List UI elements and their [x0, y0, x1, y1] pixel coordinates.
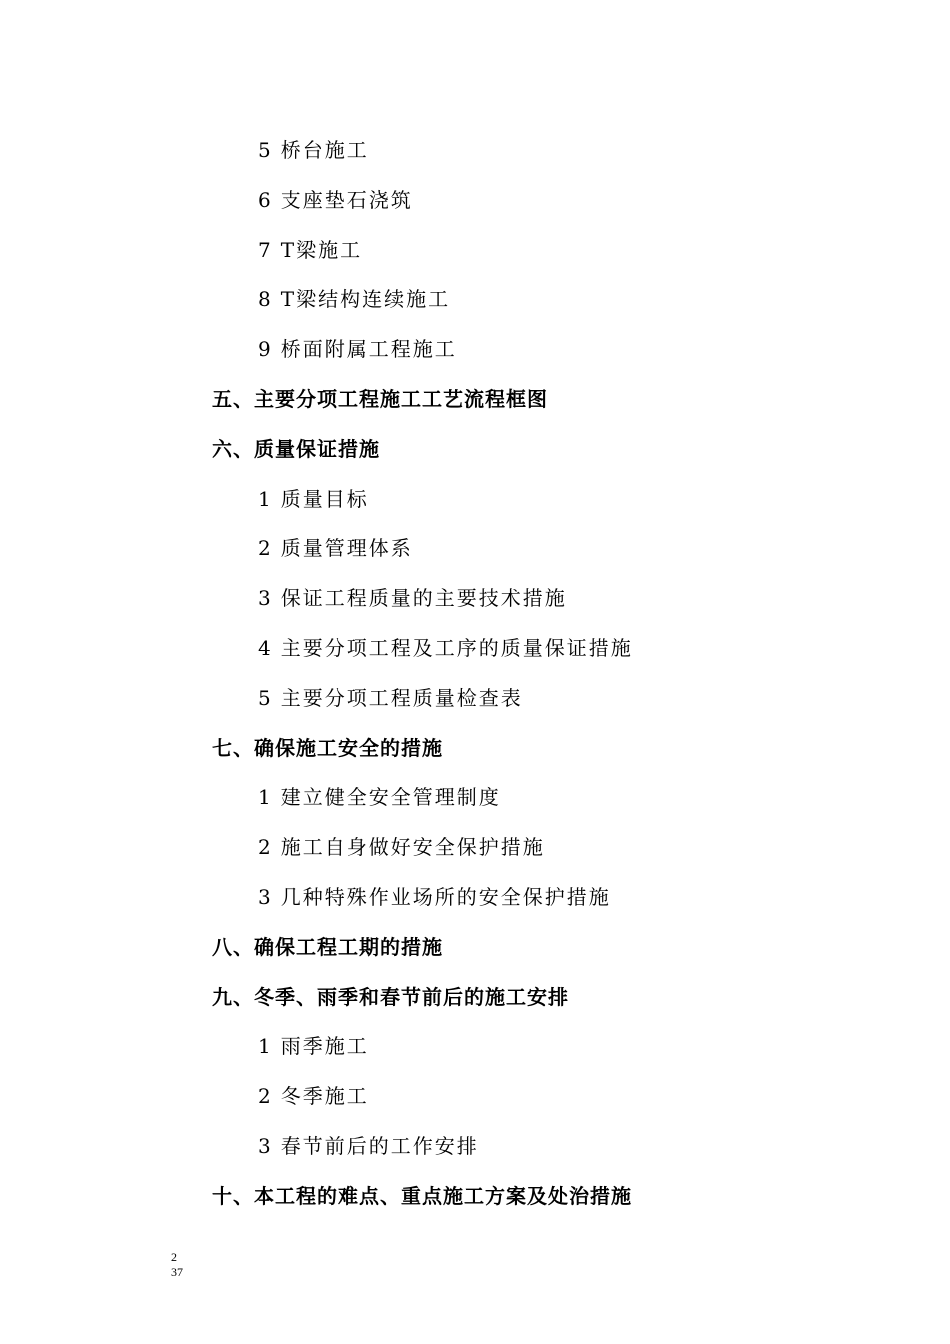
toc-item-number: 5 [258, 138, 273, 162]
toc-item-label: 施工自身做好安全保护措施 [280, 835, 545, 860]
table-of-contents [0, 128, 950, 1224]
toc-section-heading [0, 377, 950, 427]
toc-section-heading [0, 427, 950, 477]
toc-item-label: 桥面附属工程施工 [280, 337, 457, 362]
toc-item [0, 1124, 950, 1174]
toc-item [0, 1074, 950, 1124]
toc-item [0, 825, 950, 875]
toc-section-heading [0, 1174, 950, 1224]
toc-item [0, 178, 950, 228]
toc-item-number: 3 [258, 1133, 273, 1158]
toc-item-label: T梁施工 [280, 237, 363, 262]
toc-item-label: 几种特殊作业场所的安全保护措施 [280, 884, 611, 909]
toc-item-label: 桥台施工 [280, 138, 369, 162]
toc-item [0, 775, 950, 825]
toc-item-number: 8 [258, 287, 273, 312]
toc-item [0, 626, 950, 676]
toc-item-number: 1 [258, 1034, 273, 1059]
toc-item-label: 冬季施工 [280, 1084, 369, 1109]
toc-section-label: 十、本工程的难点、重点施工方案及处治措施 [212, 1183, 632, 1208]
page-total: 37 [171, 1265, 183, 1279]
toc-section-label: 九、冬季、雨季和春节前后的施工安排 [212, 984, 569, 1009]
toc-item-number: 7 [258, 237, 273, 262]
page-number: 2 [171, 1250, 177, 1264]
toc-item-number: 5 [258, 685, 273, 710]
toc-item [0, 875, 950, 925]
toc-section-heading [0, 975, 950, 1025]
toc-item-number: 1 [258, 785, 273, 810]
toc-section-heading [0, 726, 950, 776]
toc-item-number: 2 [258, 536, 273, 561]
toc-section-label: 八、确保工程工期的措施 [212, 934, 443, 959]
toc-item [0, 576, 950, 626]
toc-section-label: 六、质量保证措施 [212, 436, 380, 461]
toc-item-label: 支座垫石浇筑 [280, 187, 413, 212]
toc-item-label: 雨季施工 [280, 1034, 369, 1059]
toc-section-heading [0, 925, 950, 975]
toc-item [0, 228, 950, 278]
toc-item [0, 128, 950, 178]
toc-item-label: 主要分项工程及工序的质量保证措施 [280, 635, 633, 660]
toc-item [0, 1024, 950, 1074]
toc-item-number: 3 [258, 586, 273, 611]
toc-item-label: 质量目标 [280, 486, 369, 511]
toc-item-label: 保证工程质量的主要技术措施 [280, 586, 567, 611]
toc-item-label: 主要分项工程质量检查表 [280, 685, 523, 710]
toc-item [0, 477, 950, 527]
toc-item-label: T梁结构连续施工 [280, 287, 451, 312]
toc-item [0, 277, 950, 327]
toc-item-number: 2 [258, 1084, 273, 1109]
toc-item-number: 4 [258, 635, 273, 660]
toc-item-number: 3 [258, 884, 273, 909]
toc-item-label: 建立健全安全管理制度 [280, 785, 501, 810]
toc-item [0, 676, 950, 726]
toc-item-label: 质量管理体系 [280, 536, 413, 561]
toc-section-label: 七、确保施工安全的措施 [212, 735, 443, 760]
toc-item-label: 春节前后的工作安排 [280, 1133, 479, 1158]
toc-item-number: 9 [258, 337, 273, 362]
toc-item-number: 2 [258, 835, 273, 860]
page-number-footer [171, 1250, 183, 1280]
toc-item [0, 327, 950, 377]
toc-item [0, 526, 950, 576]
toc-section-label: 五、主要分项工程施工工艺流程框图 [212, 386, 548, 411]
toc-item-number: 1 [258, 486, 273, 511]
toc-item-number: 6 [258, 187, 273, 212]
